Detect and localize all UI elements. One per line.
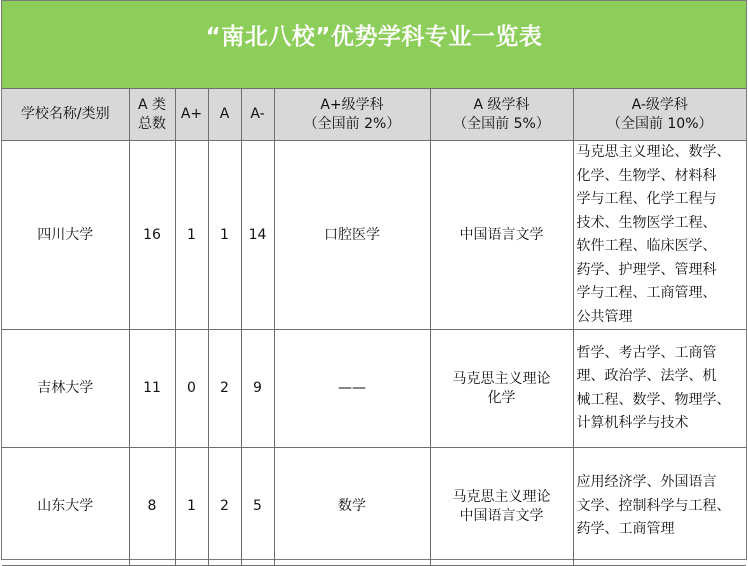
cell-aplus: 1 xyxy=(175,141,208,330)
cell-aplus-subjects xyxy=(274,330,430,448)
aminus-subject-line: 械工程、数学、物理学、 xyxy=(576,391,731,408)
cell-school: 四川大学 xyxy=(2,141,129,330)
header-a-subjects-line2: （全国前 5%） xyxy=(453,115,550,132)
header-row xyxy=(2,89,746,141)
aminus-subject-line: 公共管理 xyxy=(576,308,633,325)
header-aminus-subjects xyxy=(573,89,746,141)
cell-aplus-subjects xyxy=(274,448,430,566)
header-total-line1: A 类 xyxy=(137,96,167,113)
subject-table xyxy=(2,89,746,566)
cell-total: 11 xyxy=(129,330,175,448)
aminus-subject-line: 理、政治学、法学、机 xyxy=(576,368,717,384)
cell-school: 吉林大学 xyxy=(2,330,129,448)
a-subject-line: 中国语言文学 xyxy=(459,507,544,524)
aminus-subject-line: 学与工程、工商管理、 xyxy=(576,285,717,301)
a-subject-line: 马克思主义理论 xyxy=(452,370,551,387)
a-subject-line: 中国语言文学 xyxy=(459,226,544,243)
aplus-subject-line: 口腔医学 xyxy=(324,226,380,243)
cell-aminus-subjects xyxy=(573,448,746,566)
aminus-subject-line: 药学、工商管理 xyxy=(576,521,675,538)
aplus-subject-line: 数学 xyxy=(338,498,366,514)
header-school: 学校名称/类别 xyxy=(2,89,129,141)
cell-a-subjects xyxy=(430,330,573,448)
aminus-subject-line: 学与工程、化学工程与 xyxy=(576,191,717,207)
header-aplus-subjects-line2: （全国前 2%） xyxy=(303,115,401,132)
aminus-subject-line: 药学、护理学、管理科 xyxy=(576,261,717,278)
cell-aminus: 14 xyxy=(241,141,274,330)
table-row xyxy=(2,330,746,448)
cell-aminus: 5 xyxy=(241,448,274,566)
header-total-line2: 总数 xyxy=(138,115,166,132)
cell-total: 16 xyxy=(129,141,175,330)
cell-a: 1 xyxy=(208,141,241,330)
cell-aminus-subjects xyxy=(573,141,746,330)
aminus-subject-line: 哲学、考古学、工商管 xyxy=(576,344,717,361)
aminus-subject-line: 文学、控制科学与工程、 xyxy=(576,497,731,514)
cell-aminus: 9 xyxy=(241,330,274,448)
cell-school: 山东大学 xyxy=(2,448,129,566)
header-a-subjects-line1: A 级学科 xyxy=(473,96,530,113)
title-banner xyxy=(2,1,746,89)
cell-a-subjects xyxy=(430,141,573,330)
cell-a: 2 xyxy=(208,448,241,566)
table-row xyxy=(2,141,746,330)
header-aplus-subjects-line1: A+级学科 xyxy=(320,96,384,113)
header-a: A xyxy=(208,89,241,141)
a-subject-line: 马克思主义理论 xyxy=(452,488,551,505)
table-row xyxy=(2,448,746,566)
header-a-subjects xyxy=(430,89,573,141)
header-aplus: A+ xyxy=(175,89,208,141)
cell-total: 8 xyxy=(129,448,175,566)
aminus-subject-line: 计算机科学与技术 xyxy=(576,415,689,431)
header-aplus-subjects xyxy=(274,89,430,141)
cell-aplus: 0 xyxy=(175,330,208,448)
aminus-subject-line: 化学、生物学、材料科 xyxy=(576,167,717,184)
table-title: “南北八校”优势学科专业一览表 xyxy=(205,24,543,50)
cell-aminus-subjects xyxy=(573,330,746,448)
cell-aplus-subjects xyxy=(274,141,430,330)
aplus-subject-line: —— xyxy=(338,380,366,396)
cell-a-subjects xyxy=(430,448,573,566)
cell-a: 2 xyxy=(208,330,241,448)
a-subject-line: 化学 xyxy=(487,389,516,406)
cell-aplus: 1 xyxy=(175,448,208,566)
header-aminus-subjects-line1: A-级学科 xyxy=(631,96,688,113)
subject-table-sheet xyxy=(1,0,747,560)
header-aminus: A- xyxy=(241,89,274,141)
header-total xyxy=(129,89,175,141)
header-aminus-subjects-line2: （全国前 10%） xyxy=(606,115,713,132)
aminus-subject-line: 技术、生物医学工程、 xyxy=(576,214,717,231)
aminus-subject-line: 马克思主义理论、数学、 xyxy=(576,144,731,160)
aminus-subject-line: 应用经济学、外国语言 xyxy=(576,474,717,491)
aminus-subject-line: 软件工程、临床医学、 xyxy=(576,238,717,254)
